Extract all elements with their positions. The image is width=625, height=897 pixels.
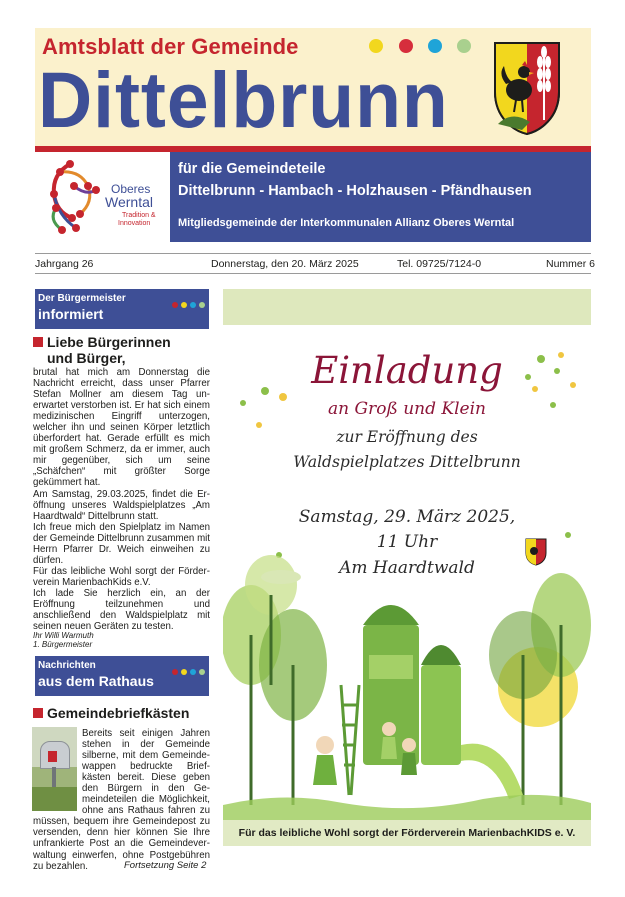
flyer-time: 11 Uhr bbox=[376, 532, 438, 552]
article-title-mayor bbox=[33, 334, 171, 366]
mayor-letter bbox=[33, 367, 210, 632]
logo-tagline-line2: Innovation bbox=[118, 220, 151, 227]
flyer-footer-text: Für das leibliche Wohl sorgt der Förderverein MarienbachKIDS e. V. bbox=[238, 827, 576, 839]
red-dot-icon bbox=[399, 39, 413, 53]
photo-spacer bbox=[33, 728, 82, 814]
red-square-icon bbox=[33, 708, 43, 718]
continuation-link[interactable]: Fortsetzung Seite 2 bbox=[124, 860, 207, 871]
mailbox-paragraph-text: Bereits seit einigen Jahren stehen in der Gemeinde silberne, mit dem Gemeindewappen bedruckte Briefkästen bereit. Diese geben den Bürgern in den Gemeindeteilen die Möglichkeit, ohne ans Rathaus fahren zu müssen, bequem ihre Gemeindepost zu versenden, denn hier können Sie Ihre unfrankierte Post an die Gemeindeverwaltung einwerfen, ohne Postgebühren zu bezahlen. bbox=[33, 728, 210, 872]
blue-dot-icon bbox=[428, 39, 442, 53]
color-dots bbox=[169, 662, 205, 680]
logo-name-line1: Oberes bbox=[111, 182, 151, 196]
issue-number: Nummer 6 bbox=[546, 258, 596, 270]
flyer-date: Samstag, 29. März 2025, bbox=[298, 507, 516, 527]
subheader-line1: für die Gemeindeteile bbox=[178, 161, 326, 177]
section-header-line1: Der Bürgermeister bbox=[38, 293, 126, 304]
red-square-icon bbox=[33, 337, 43, 347]
mayor-paragraph: Ich lade Sie herzlich ein, an der Eröffnung teilzunehmen und anschließend den Waldspielplatz mit seinen neuen Geräten zu testen. bbox=[33, 587, 210, 633]
flyer-place: Am Haardtwald bbox=[339, 558, 475, 578]
issue-phone: Tel. 09725/7124-0 bbox=[397, 258, 482, 270]
info-top-rule bbox=[35, 253, 591, 254]
section-underline bbox=[35, 327, 209, 329]
flyer-venue-name: Waldspielplatzes Dittelbrunn bbox=[293, 453, 521, 471]
flyer-audience: an Groß und Klein bbox=[328, 399, 486, 419]
green-dot-icon bbox=[457, 39, 471, 53]
article-title-line1: Liebe Bürgerinnen bbox=[47, 334, 171, 350]
municipal-crest-icon bbox=[492, 40, 562, 136]
section-header-townhall bbox=[35, 656, 209, 694]
issue-date: Donnerstag, den 20. März 2025 bbox=[211, 258, 359, 270]
color-dots bbox=[169, 295, 205, 313]
article-title-text: Gemeindebriefkästen bbox=[47, 705, 190, 721]
masthead-title: Dittelbrunn bbox=[38, 55, 449, 144]
article-title-line2: und Bürger, bbox=[47, 350, 126, 366]
mayor-paragraph: Am Samstag, 29.03.2025, findet die Eröffnung unseres Waldspielplatzes „Am Haardtwald“ Dittelbrunn statt. bbox=[33, 488, 210, 522]
flyer-title: Einladung bbox=[311, 349, 503, 392]
section-header-line2: informiert bbox=[38, 306, 104, 322]
yellow-dot-icon bbox=[369, 39, 383, 53]
green-dot-icon bbox=[199, 669, 205, 675]
flyer-top-band bbox=[223, 289, 591, 325]
mailbox-article bbox=[33, 728, 210, 872]
issue-volume: Jahrgang 26 bbox=[35, 258, 94, 270]
mailbox-paragraph bbox=[33, 728, 210, 872]
section-underline bbox=[35, 694, 209, 696]
blue-dot-icon bbox=[190, 302, 196, 308]
yellow-dot-icon bbox=[181, 302, 187, 308]
subheader-box bbox=[170, 152, 591, 242]
section-header-line1: Nachrichten bbox=[38, 660, 96, 671]
oberes-werntal-logo bbox=[35, 152, 170, 242]
yellow-dot-icon bbox=[181, 669, 187, 675]
subheader-districts: Dittelbrunn - Hambach - Holzhausen - Pfändhausen bbox=[178, 183, 532, 199]
masthead-subtitle: Amtsblatt der Gemeinde bbox=[42, 34, 299, 59]
section-header-line2: aus dem Rathaus bbox=[38, 673, 154, 689]
forest-playground-illustration bbox=[223, 325, 591, 821]
flyer-occasion: zur Eröffnung des bbox=[336, 428, 478, 446]
red-dot-icon bbox=[172, 669, 178, 675]
mayor-paragraph: brutal hat mich am Donnerstag die Nachricht erreicht, dass unser Pfarrer Stefan Mollner am diesem Tag unerwartet verstorben ist. Er hat sich einem medizinischen Eingriff unterzogen, welcher ihn und seinen Körper letztlich überfordert hat. Gerade erfüllt es mich mit großem Schmerz, da er immer, auch mir gegenüber, sich um seine „Schäfchen“ mit größter Sorge gekümmert hat. bbox=[33, 367, 210, 489]
signature-role: 1. Bürgermeister bbox=[33, 640, 93, 649]
section-header-mayor bbox=[35, 289, 209, 327]
network-logo-icon bbox=[40, 156, 110, 238]
invitation-flyer bbox=[223, 289, 591, 846]
logo-name-line2: Werntal bbox=[105, 194, 153, 210]
info-bottom-rule bbox=[35, 273, 591, 274]
signature-name: Ihr Willi Warmuth bbox=[33, 631, 94, 640]
logo-tagline-line1: Tradition & bbox=[122, 212, 156, 219]
red-dot-icon bbox=[172, 302, 178, 308]
mayor-paragraph: Für das leibliche Wohl sorgt der Förderverein MarienbachKids e.V. bbox=[33, 565, 210, 588]
mayor-paragraph: Ich freue mich den Spielplatz im Namen der Gemeinde Dittelbrunn zusammen mit Herrn Pfarrer Dr. Weich einweihen zu dürfen. bbox=[33, 521, 210, 566]
article-title-mailboxes bbox=[33, 705, 189, 721]
green-dot-icon bbox=[199, 302, 205, 308]
blue-dot-icon bbox=[190, 669, 196, 675]
subheader-alliance: Mitgliedsgemeinde der Interkommunalen Allianz Oberes Werntal bbox=[178, 217, 515, 229]
flyer-footer-band bbox=[223, 820, 591, 846]
